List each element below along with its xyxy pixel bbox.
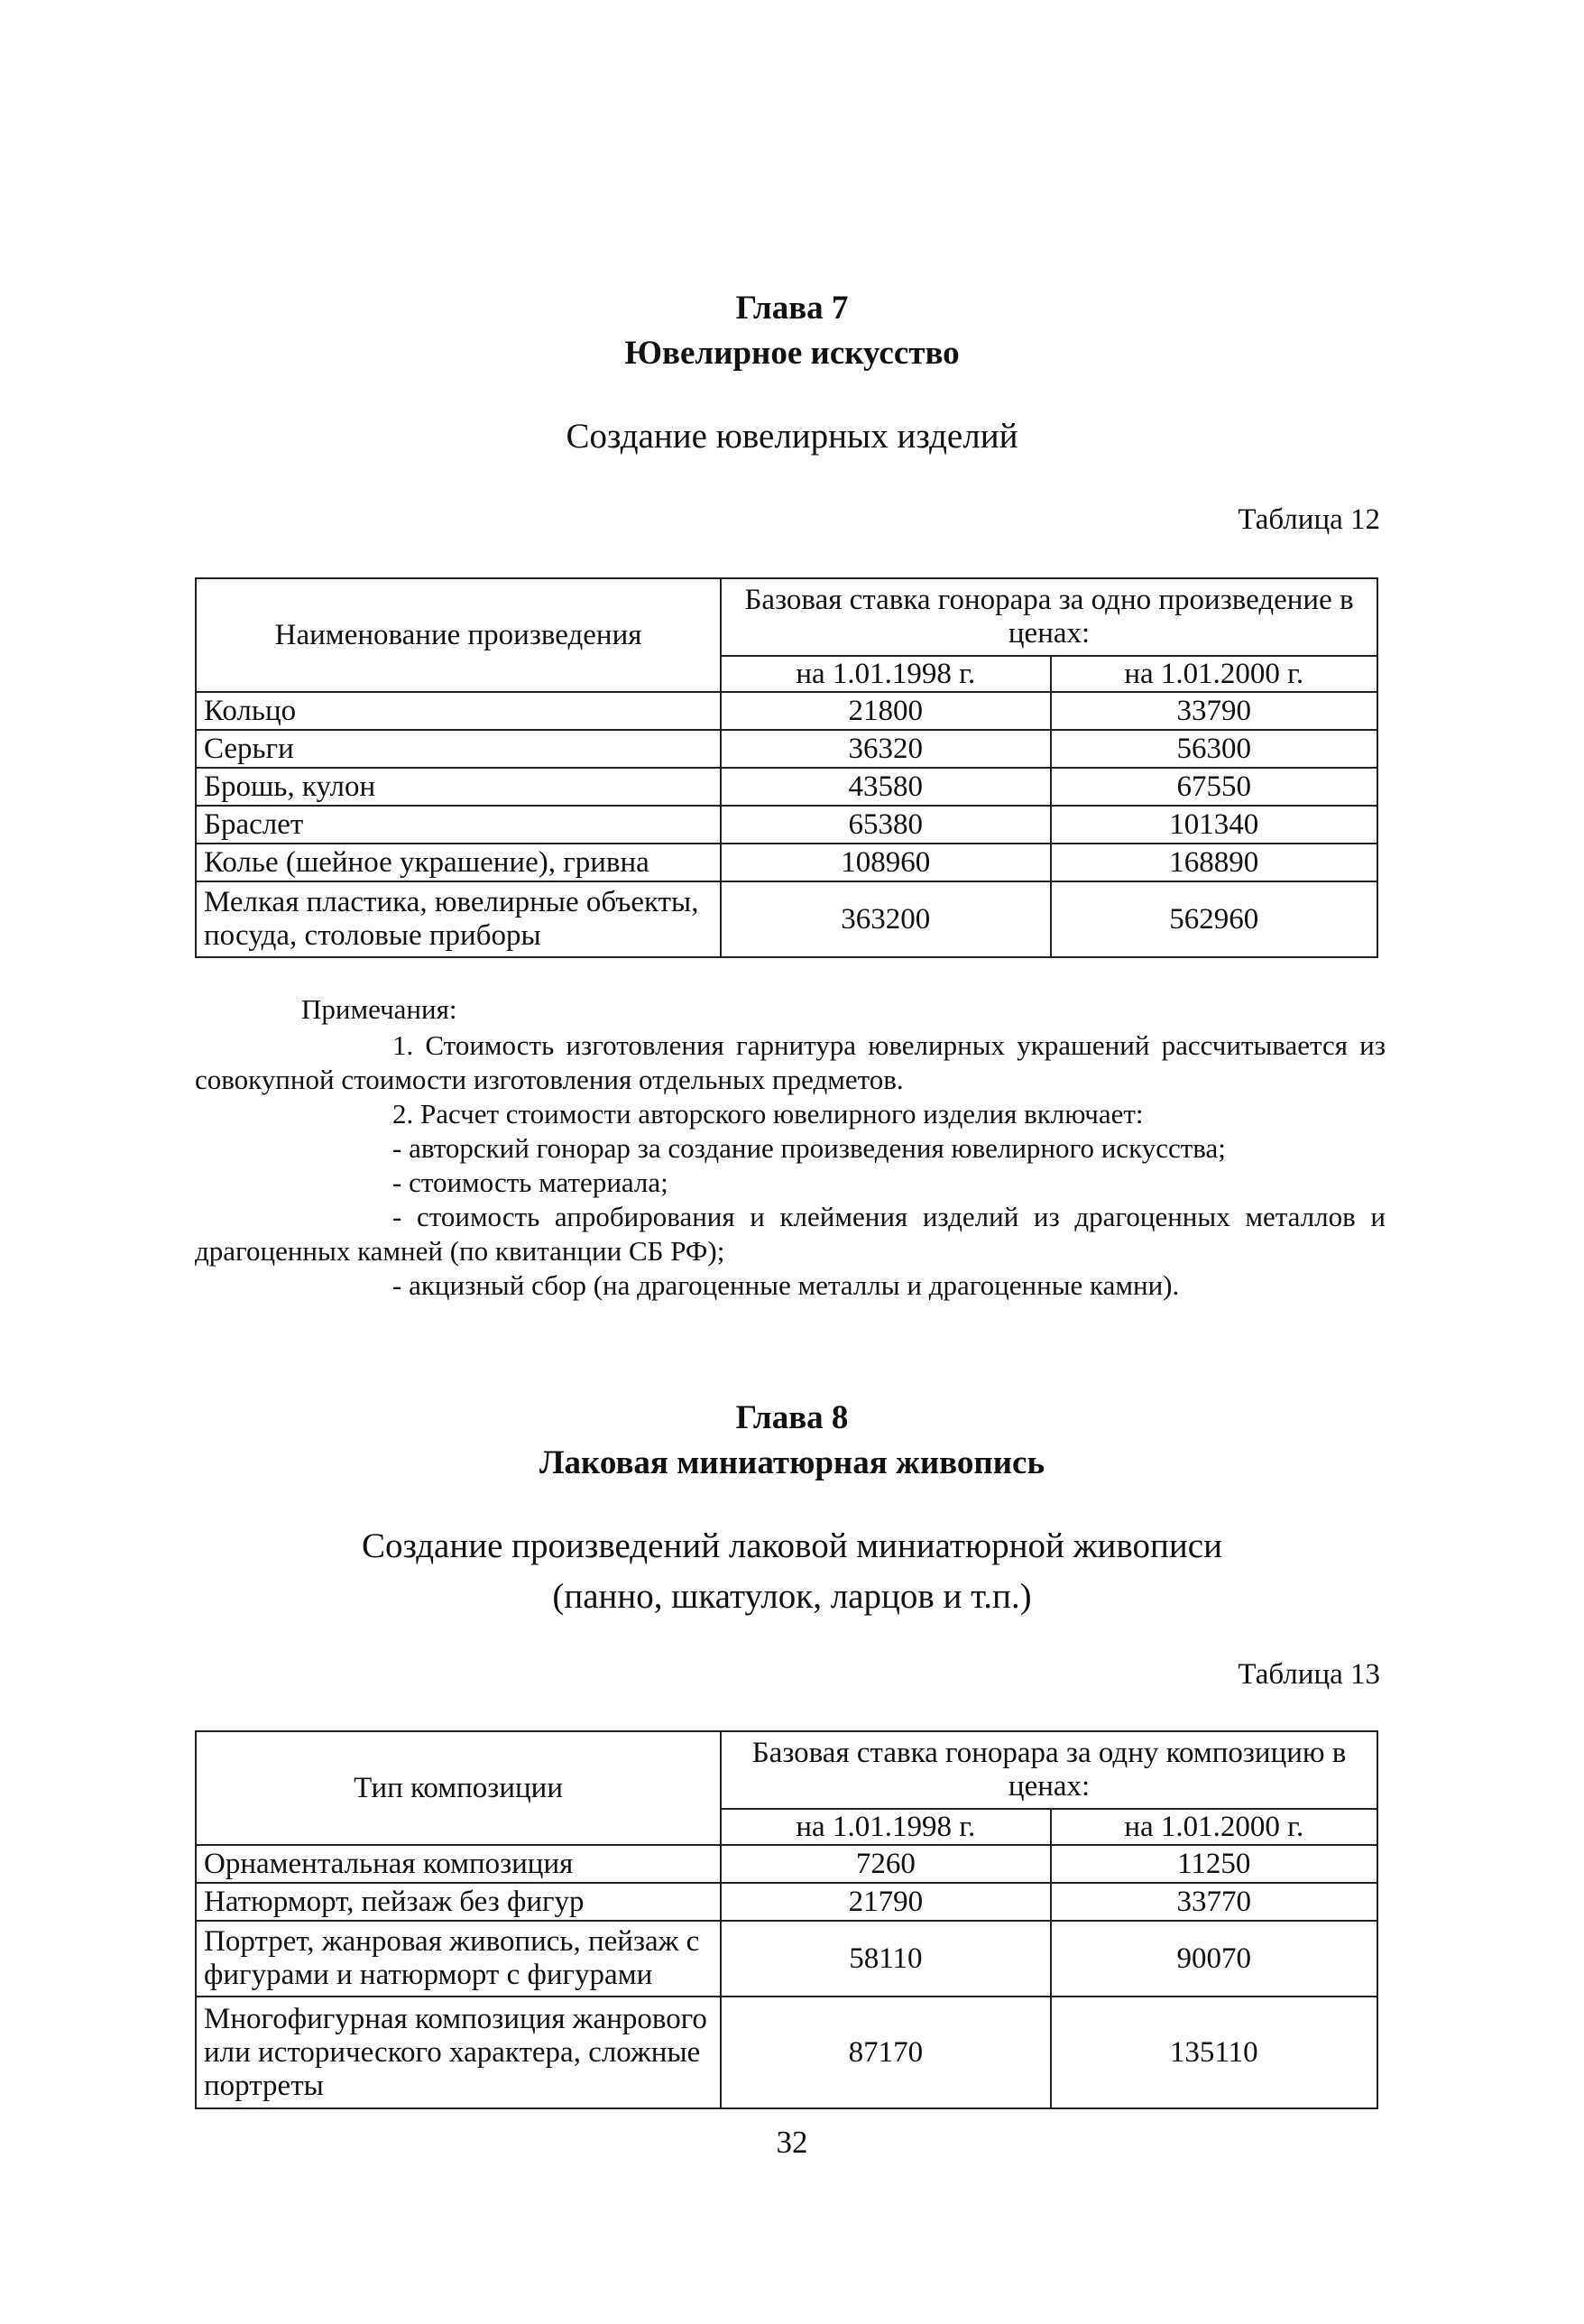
row-value-2000: 168890 xyxy=(1051,844,1377,881)
table12-header-name: Наименование произведения xyxy=(196,578,721,692)
table-row xyxy=(196,1883,1377,1921)
row-name: Натюрморт, пейзаж без фигур xyxy=(196,1883,721,1921)
table-row xyxy=(196,1845,1377,1883)
row-value-1998: 36320 xyxy=(721,730,1050,768)
notes-heading: Примечания: xyxy=(301,993,457,1025)
table12-header-1998: на 1.01.1998 г. xyxy=(721,656,1050,692)
row-value-2000: 135110 xyxy=(1051,1997,1377,2108)
row-value-1998: 65380 xyxy=(721,806,1050,844)
chapter8-section-title: Создание произведений лаковой миниатюрной живописи xyxy=(362,1526,1222,1565)
table13-header-name: Тип композиции xyxy=(196,1731,721,1845)
table-row xyxy=(196,806,1377,844)
row-value-1998: 43580 xyxy=(721,768,1050,806)
row-value-2000: 67550 xyxy=(1051,768,1377,806)
table13-header-1998: на 1.01.1998 г. xyxy=(721,1809,1050,1845)
notes-block xyxy=(195,992,1386,1303)
chapter8-section-subtitle: (панно, шкатулок, ларцов и т.п.) xyxy=(552,1577,1032,1616)
row-value-1998: 58110 xyxy=(721,1921,1050,1997)
table12-header-2000: на 1.01.2000 г. xyxy=(1051,656,1377,692)
row-name: Кольцо xyxy=(196,692,721,730)
table-row xyxy=(196,1997,1377,2108)
row-name: Многофигурная композиция жанрового или исторического характера, сложные портреты xyxy=(196,1997,721,2108)
note-item: - акцизный сбор (на драгоценные металлы и драгоценные камни). xyxy=(392,1269,1180,1301)
note-item: - стоимость материала; xyxy=(392,1167,668,1198)
row-name: Брошь, кулон xyxy=(196,768,721,806)
table-row xyxy=(196,768,1377,806)
note-item: 2. Расчет стоимости авторского ювелирного изделия включает: xyxy=(392,1098,1144,1130)
row-name: Орнаментальная композиция xyxy=(196,1845,721,1883)
page-number: 32 xyxy=(776,2125,808,2160)
row-value-1998: 87170 xyxy=(721,1997,1050,2108)
row-value-1998: 7260 xyxy=(721,1845,1050,1883)
table-13 xyxy=(195,1730,1378,2109)
table-row xyxy=(196,844,1377,881)
table-row xyxy=(196,730,1377,768)
chapter7-title: Глава 7 xyxy=(735,290,849,327)
row-name: Колье (шейное украшение), гривна xyxy=(196,844,721,881)
note-item: 1. Стоимость изготовления гарнитура ювелирных украшений рассчитывается из совокупной стоимости изготовления отдельных предметов. xyxy=(195,1029,1386,1095)
table12-label: Таблица 12 xyxy=(1238,503,1380,536)
row-name: Браслет xyxy=(196,806,721,844)
table12-header-rate: Базовая ставка гонорара за одно произведение в ценах: xyxy=(721,578,1377,656)
row-name: Портрет, жанровая живопись, пейзаж с фигурами и натюрморт с фигурами xyxy=(196,1921,721,1997)
row-value-1998: 363200 xyxy=(721,881,1050,957)
table13-label: Таблица 13 xyxy=(1238,1658,1380,1691)
table-row xyxy=(196,1921,1377,1997)
row-value-1998: 21790 xyxy=(721,1883,1050,1921)
table13-header-2000: на 1.01.2000 г. xyxy=(1051,1809,1377,1845)
row-value-1998: 21800 xyxy=(721,692,1050,730)
table-12 xyxy=(195,577,1378,958)
note-item: - стоимость апробирования и клеймения изделий из драгоценных металлов и драгоценных камней (по квитанции СБ РФ); xyxy=(195,1201,1386,1267)
table-row xyxy=(196,881,1377,957)
row-value-2000: 562960 xyxy=(1051,881,1377,957)
row-value-1998: 108960 xyxy=(721,844,1050,881)
row-value-2000: 33790 xyxy=(1051,692,1377,730)
chapter8-subtitle: Лаковая миниатюрная живопись xyxy=(539,1444,1045,1481)
chapter7-subtitle: Ювелирное искусство xyxy=(624,335,960,372)
row-value-2000: 90070 xyxy=(1051,1921,1377,1997)
row-value-2000: 33770 xyxy=(1051,1883,1377,1921)
row-value-2000: 101340 xyxy=(1051,806,1377,844)
row-name: Мелкая пластика, ювелирные объекты, посуда, столовые приборы xyxy=(196,881,721,957)
table-row xyxy=(196,692,1377,730)
table13-header-rate: Базовая ставка гонорара за одну композицию в ценах: xyxy=(721,1731,1377,1809)
note-item: - авторский гонорар за создание произведения ювелирного искусства; xyxy=(392,1132,1226,1164)
row-name: Серьги xyxy=(196,730,721,768)
row-value-2000: 56300 xyxy=(1051,730,1377,768)
chapter8-title: Глава 8 xyxy=(735,1399,849,1436)
chapter7-section-title: Создание ювелирных изделий xyxy=(566,417,1018,456)
row-value-2000: 11250 xyxy=(1051,1845,1377,1883)
